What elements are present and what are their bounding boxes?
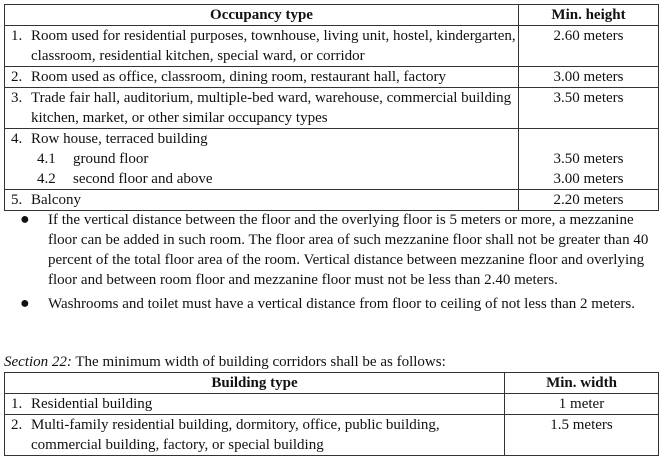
sub-row-number: 4.2	[37, 171, 56, 187]
row-value: 3.50 meters	[519, 88, 659, 129]
column-header-building-type: Building type	[5, 373, 505, 394]
row-value: 2.60 meters	[519, 26, 659, 67]
sub-row-value: 3.50 meters	[553, 151, 624, 167]
row-number: 1.	[11, 396, 23, 412]
sub-row-text: ground floor	[73, 151, 149, 167]
section-heading	[4, 352, 658, 372]
table-row	[5, 67, 659, 88]
table-row	[5, 88, 659, 129]
notes-list	[0, 210, 660, 318]
table-row	[5, 26, 659, 67]
table-row	[5, 190, 659, 211]
row-number: 3.	[11, 90, 23, 106]
row-value: 1.5 meters	[505, 415, 659, 456]
sub-row-value: 3.00 meters	[553, 171, 624, 187]
row-value: 1 meter	[505, 394, 659, 415]
row-number: 4.	[11, 131, 23, 147]
section-label: Section 22:	[4, 354, 72, 370]
column-header-min-width: Min. width	[505, 373, 659, 394]
section-text: The minimum width of building corridors shall be as follows:	[71, 354, 446, 370]
row-number: 1.	[11, 28, 23, 44]
row-text: Row house, terraced building	[31, 131, 208, 147]
corridor-width-table	[4, 372, 659, 456]
row-value: 2.20 meters	[519, 190, 659, 211]
row-number: 2.	[11, 69, 23, 85]
occupancy-height-table	[4, 4, 659, 211]
table-header-row	[5, 373, 659, 394]
row-text: Room used as office, classroom, dining room, restaurant hall, factory	[31, 69, 447, 85]
column-header-occupancy-type: Occupancy type	[5, 5, 519, 26]
table-header-row	[5, 5, 659, 26]
sub-row-number: 4.1	[37, 151, 56, 167]
column-header-min-height: Min. height	[519, 5, 659, 26]
row-text: Room used for residential purposes, townhouse, living unit, hostel, kindergarten, classroom, residential kitchen, special ward, or corridor	[31, 28, 516, 64]
list-item	[0, 210, 660, 290]
bullet-icon: ●	[20, 295, 30, 312]
sub-row	[11, 169, 518, 189]
table-row	[5, 129, 659, 190]
note-text: If the vertical distance between the floor and the overlying floor is 5 meters or more, a mezzanine floor can be added in such room. The floor area of such mezzanine floor shall not be greater than 40 percent of the total floor area of the room. Vertical distance between mezzanine floor and overlying floor and between room floor and mezzanine floor must not be less than 2.40 meters.	[48, 212, 649, 288]
bullet-icon: ●	[20, 211, 30, 228]
row-text: Balcony	[31, 192, 81, 208]
row-text: Residential building	[31, 396, 153, 412]
note-text: Washrooms and toilet must have a vertical distance from floor to ceiling of not less than 2 meters.	[48, 296, 635, 312]
sub-row-text: second floor and above	[73, 171, 213, 187]
row-text: Trade fair hall, auditorium, multiple-bed ward, warehouse, commercial building kitchen, market, or other similar occupancy types	[31, 90, 512, 126]
row-number: 5.	[11, 192, 23, 208]
row-number: 2.	[11, 417, 23, 433]
row-text: Multi-family residential building, dormitory, office, public building, commercial building, factory, or special building	[31, 417, 440, 453]
table-row	[5, 415, 659, 456]
table-row	[5, 394, 659, 415]
sub-row	[11, 149, 518, 169]
row-value: 3.00 meters	[519, 67, 659, 88]
list-item	[0, 294, 660, 314]
